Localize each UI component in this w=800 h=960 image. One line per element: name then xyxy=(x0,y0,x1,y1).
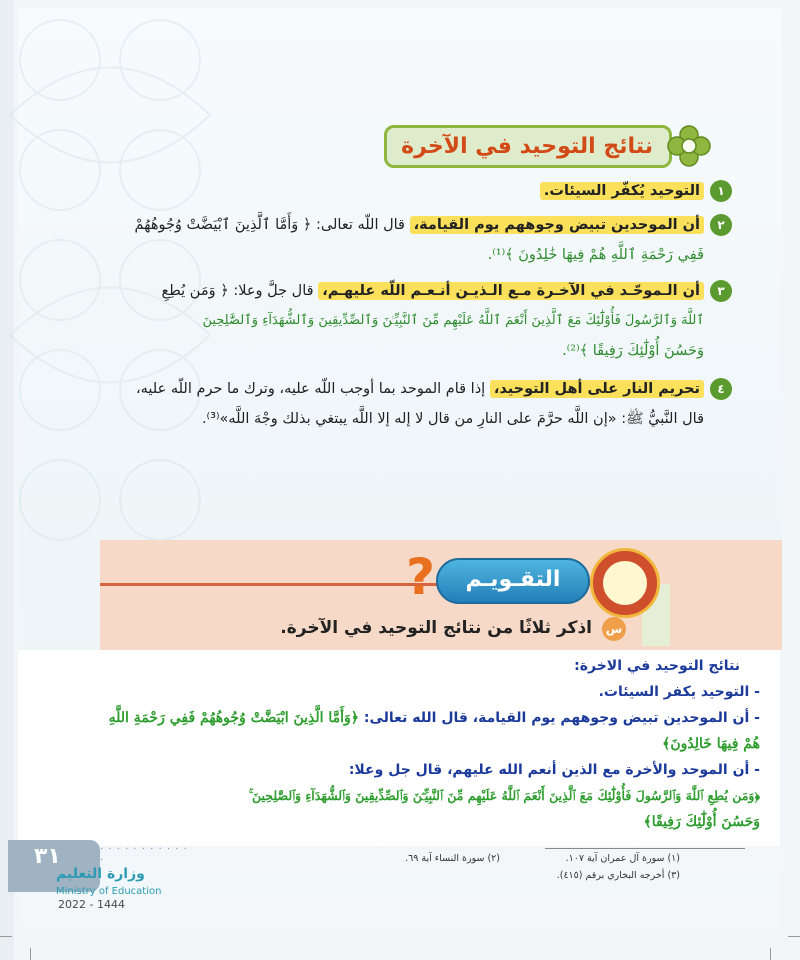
item-highlight: أن الـموحّـد في الآخـرة مـع الـذيـن أنـعـم اللّه عليهـم، xyxy=(318,282,704,300)
footnote-3: (٣) أخرجه البخاري برقم (٤١٥). xyxy=(556,870,680,881)
overlay-verse-line: هُمْ فِيهَا خَالِدُونَ﴾ xyxy=(662,736,760,752)
item-text: إذا قام الموحد بما أوجب اللّه عليه، وترك ما حرم اللّه عليه، xyxy=(135,381,490,397)
item-text: قال اللّه تعالى: ﴿ وَأَمَّا ٱلَّذِينَ ٱبْيَضَّتْ وُجُوهُهُمْ xyxy=(134,217,410,233)
crop-mark xyxy=(30,948,31,960)
answer-overlay xyxy=(18,650,780,846)
evaluation-emblem-icon xyxy=(590,548,660,618)
evaluation-question-text: اذكر ثلاثًا من نتائج التوحيد في الآخرة. xyxy=(280,618,592,638)
ministry-logo-en: Ministry of Education xyxy=(56,886,162,897)
crop-mark xyxy=(0,936,12,937)
question-badge: س xyxy=(602,617,626,641)
item-highlight: أن الموحدين تبيض وجوههم يوم القيامة، xyxy=(410,216,704,234)
item-number-badge: ١ xyxy=(710,180,732,202)
item-text: قال جلَّ وعلا: ﴿ وَمَن يُطِعِ xyxy=(161,283,319,299)
footnote-1: (١) سورة آل عمران آية ١٠٧. xyxy=(565,853,680,864)
overlay-verse: ﴿وَأَمَّا الَّذِينَ ابْيَضَّتْ وُجُوهُهُمْ فَفِي رَحْمَةِ اللَّهِ xyxy=(108,710,360,726)
footnote-2: (٢) سورة النساء آية ٦٩. xyxy=(405,853,500,864)
dot-pattern: · · · · · · · · · · · · xyxy=(100,844,188,866)
ministry-logo-ar: وزارة التعليم xyxy=(56,866,145,882)
section-title-text: نتائج التوحيد في الآخرة xyxy=(384,125,672,168)
edition-year: 2022 - 1444 xyxy=(58,898,125,911)
item-highlight: التوحيد يُكفّر السيئات. xyxy=(540,182,704,200)
item-number-badge: ٢ xyxy=(710,214,732,236)
evaluation-title: التقـويـم xyxy=(436,558,590,604)
evaluation-question xyxy=(280,618,623,638)
overlay-line: - أن الموحد والأخرة مع الذين أنعم الله عليهم، قال جل وعلا: xyxy=(348,762,760,778)
question-mark-icon: ? xyxy=(406,548,436,606)
result-item-3 xyxy=(64,276,725,366)
overlay-verse-line: وَحَسُنَ أُوْلَٰٓئِكَ رَفِيقًا﴾ xyxy=(643,814,760,830)
quran-verse-line: وَحَسُنَ أُوْلَٰٓئِكَ رَفِيقًا ﴾⁽²⁾. xyxy=(562,343,704,359)
evaluation-emblem-inner xyxy=(603,561,647,605)
result-item-4 xyxy=(64,374,725,434)
hadith-line: قال النَّبيُّ ﷺ: «إن اللَّه حرَّمَ على النارِ من قال لا إله إلا اللَّه يبتغي بذلك وجْهَ اللَّه»⁽³⁾. xyxy=(201,411,704,427)
quran-verse-line: ٱللَّهَ وَٱلرَّسُولَ فَأُوْلَٰٓئِكَ مَعَ ٱلَّذِينَ أَنْعَمَ ٱللَّهُ عَلَيْهِم مِّنَ ٱلنَّبِيِّـۧنَ وَٱلصِّدِّيقِينَ وَٱلشُّهَدَآءِ وَٱلصَّٰلِحِينَ xyxy=(202,313,704,328)
item-number-badge: ٤ xyxy=(710,378,732,400)
quran-verse-line: فَفِي رَحْمَةِ ٱللَّهِ هُمْ فِيهَا خَٰلِدُونَ ﴾⁽¹⁾. xyxy=(487,247,704,263)
page-number: ٣١ xyxy=(34,844,61,869)
overlay-line xyxy=(109,710,760,726)
flower-ornament-icon xyxy=(664,125,714,167)
overlay-line: - التوحيد يكفر السيئات. xyxy=(598,684,760,700)
overlay-heading: نتائج التوحيد في الاخرة: xyxy=(574,658,740,674)
overlay-verse-line: ﴿وَمَن يُطِعِ ٱللَّهَ وَٱلرَّسُولَ فَأُوْلَٰٓئِكَ مَعَ ٱلَّذِينَ أَنْعَمَ ٱللَّهُ عَلَيْهِم مِّنَ ٱلنَّبِيِّـۧنَ وَٱلصِّدِّيقِينَ وَٱلشُّهَدَآءِ وَٱلصَّٰلِحِينَ ۚ xyxy=(248,788,760,803)
item-highlight: تحريم النار على أهل التوحيد، xyxy=(490,380,704,398)
result-item-2 xyxy=(64,210,725,270)
footnote-rule xyxy=(545,848,745,849)
overlay-text: - أن الموحدين تبيض وجوههم يوم القيامة، قال الله تعالى: xyxy=(359,710,760,726)
crop-mark xyxy=(770,948,771,960)
crop-mark xyxy=(788,936,800,937)
item-number-badge: ٣ xyxy=(710,280,732,302)
section-title xyxy=(384,122,714,170)
result-item-1 xyxy=(64,176,725,206)
